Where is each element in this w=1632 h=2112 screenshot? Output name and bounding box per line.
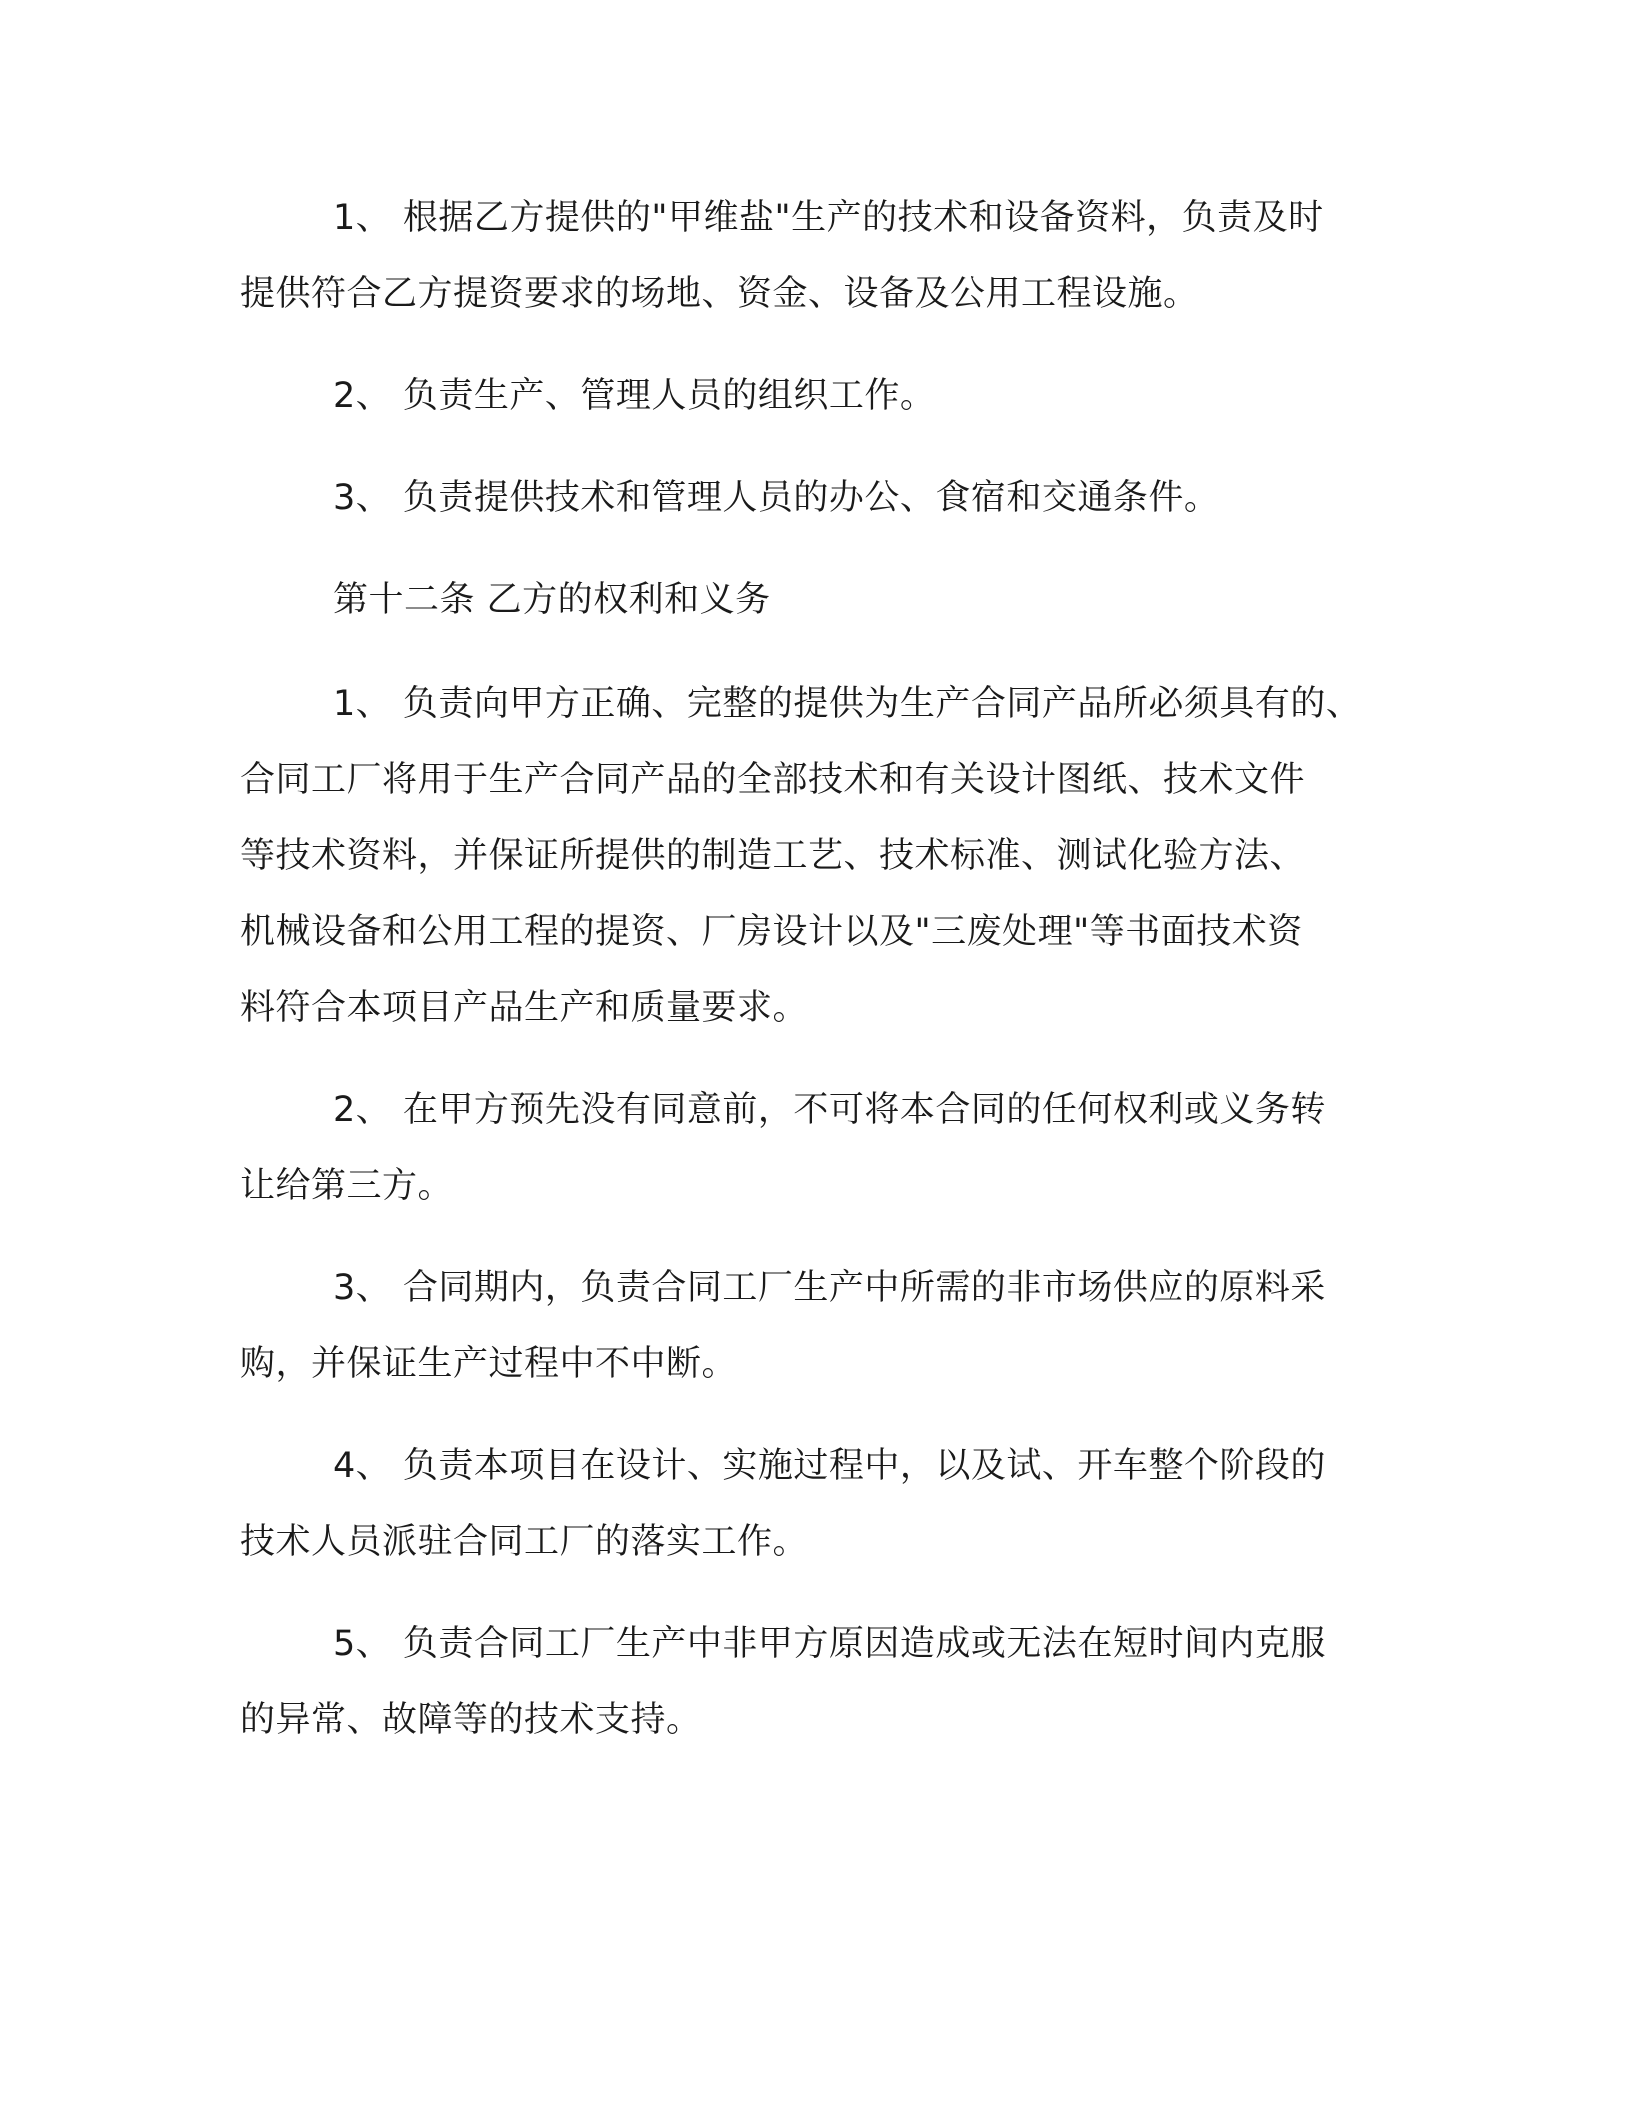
party-b-item-2-line-1: 2、 在甲方预先没有同意前，不可将本合同的任何权利或义务转 <box>333 1090 1326 1130</box>
party-a-item-3: 3、 负责提供技术和管理人员的办公、食宿和交通条件。 <box>333 478 1220 518</box>
party-b-item-4-line-2: 技术人员派驻合同工厂的落实工作。 <box>240 1522 809 1562</box>
party-a-item-1-line-1: 1、 根据乙方提供的"甲维盐"生产的技术和设备资料，负责及时 <box>333 198 1324 238</box>
party-b-item-1-line-5: 料符合本项目产品生产和质量要求。 <box>240 988 809 1028</box>
party-b-item-1-line-3: 等技术资料，并保证所提供的制造工艺、技术标准、测试化验方法、 <box>240 836 1306 876</box>
party-a-item-2: 2、 负责生产、管理人员的组织工作。 <box>333 376 936 416</box>
party-b-item-5-line-1: 5、 负责合同工厂生产中非甲方原因造成或无法在短时间内克服 <box>333 1624 1326 1664</box>
party-b-item-1-line-1: 1、 负责向甲方正确、完整的提供为生产合同产品所必须具有的、 <box>333 684 1362 724</box>
party-b-item-5-line-2: 的异常、故障等的技术支持。 <box>240 1700 702 1740</box>
party-b-item-1-line-2: 合同工厂将用于生产合同产品的全部技术和有关设计图纸、技术文件 <box>240 760 1306 800</box>
party-b-item-4-line-1: 4、 负责本项目在设计、实施过程中，以及试、开车整个阶段的 <box>333 1446 1326 1486</box>
party-b-item-2-line-2: 让给第三方。 <box>240 1166 454 1206</box>
article-12-heading: 第十二条 乙方的权利和义务 <box>333 580 771 620</box>
party-a-item-1-line-2: 提供符合乙方提资要求的场地、资金、设备及公用工程设施。 <box>240 274 1199 314</box>
party-b-item-3-line-2: 购，并保证生产过程中不中断。 <box>240 1344 738 1384</box>
party-b-item-1-line-4: 机械设备和公用工程的提资、厂房设计以及"三废处理"等书面技术资 <box>240 912 1303 952</box>
party-b-item-3-line-1: 3、 合同期内，负责合同工厂生产中所需的非市场供应的原料采 <box>333 1268 1326 1308</box>
